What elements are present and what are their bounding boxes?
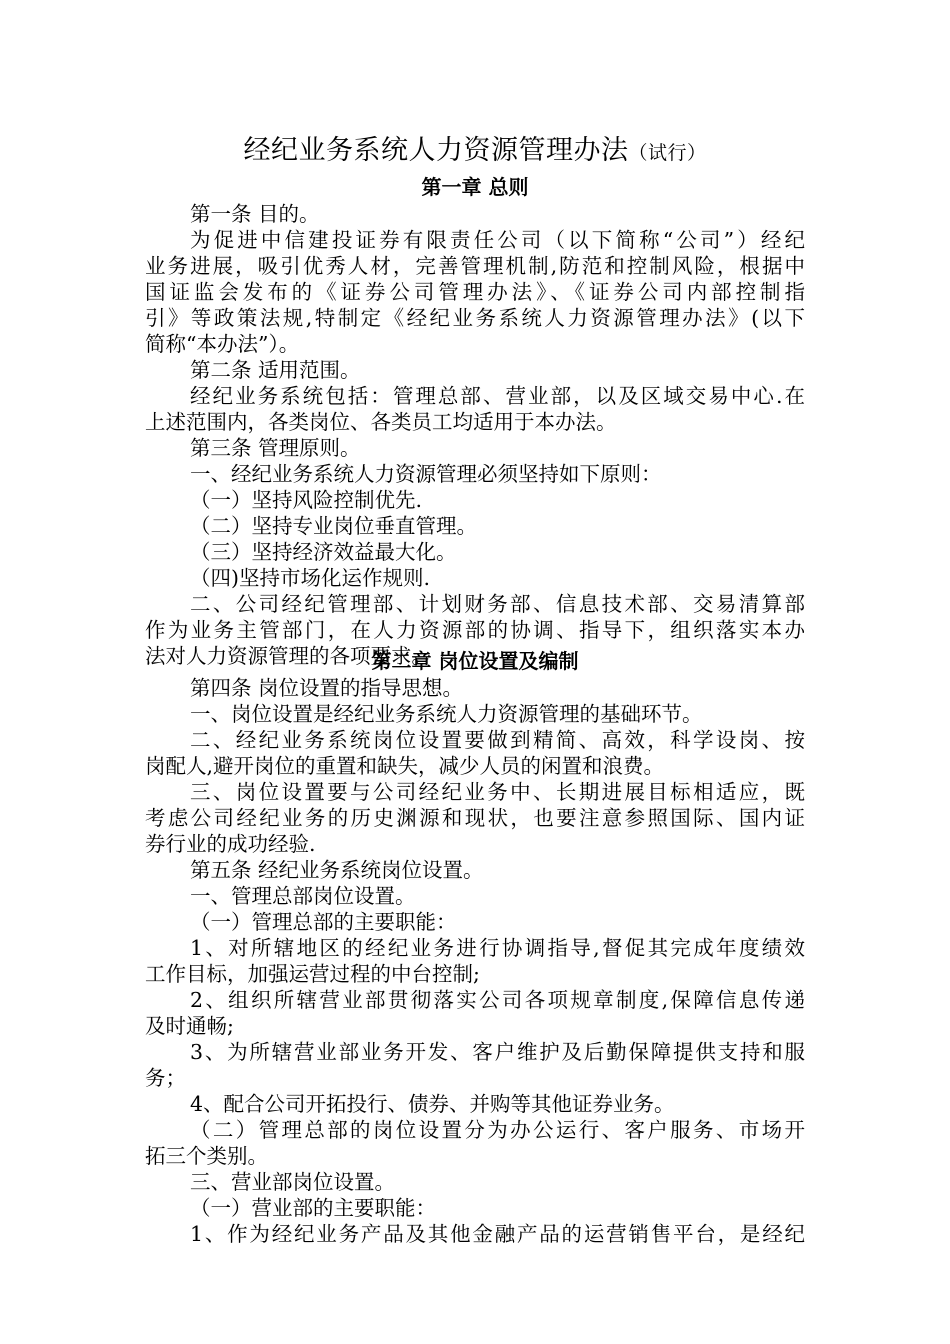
list-item: （一）管理总部的主要职能： — [190, 910, 457, 934]
title-main: 经纪业务系统人力资源管理办法 — [243, 135, 629, 166]
chapter-heading-1: 第一章 总则 — [421, 175, 529, 199]
article-heading: 第一条 目的。 — [190, 202, 320, 226]
paragraph-line: 二、公司经纪管理部、计划财务部、信息技术部、交易清算部 — [190, 592, 805, 616]
paragraph-line: （二）管理总部的岗位设置分为办公运行、客户服务、市场开 — [190, 1118, 805, 1142]
paragraph-line: 国证监会发布的《证券公司管理办法》、《证券公司内部控制指 — [145, 280, 805, 304]
paragraph-line: 务； — [145, 1066, 186, 1090]
paragraph-line: 业务进展，吸引优秀人材，完善管理机制,防范和控制风险，根据中 — [145, 254, 805, 278]
document-title — [140, 132, 810, 172]
list-item: （一）营业部的主要职能： — [190, 1196, 436, 1220]
paragraph-line: 为促进中信建投证券有限责任公司（以下简称“公司”）经纪 — [190, 228, 805, 252]
paragraph-line: 经纪业务系统包括：管理总部、营业部，以及区域交易中心.在 — [190, 384, 805, 408]
paragraph-line: 一、岗位设置是经纪业务系统人力资源管理的基础环节。 — [190, 702, 703, 726]
paragraph-line: 工作目标，加强运营过程的中台控制; — [145, 962, 480, 986]
list-item: （三）坚持经济效益最大化。 — [190, 540, 457, 564]
paragraph-line: 1、作为经纪业务产品及其他金融产品的运营销售平台，是经纪 — [190, 1222, 805, 1246]
paragraph-line: 券行业的成功经验. — [145, 832, 316, 856]
article-heading: 第四条 岗位设置的指导思想。 — [190, 676, 464, 700]
article-heading: 第二条 适用范围。 — [190, 358, 361, 382]
list-item: （四)坚持市场化运作规则. — [190, 566, 431, 590]
list-item: （一）坚持风险控制优先. — [190, 488, 423, 512]
title-subtitle: （试行） — [628, 142, 707, 164]
paragraph-line: 及时通畅; — [145, 1014, 234, 1038]
list-item: （二）坚持专业岗位垂直管理。 — [190, 514, 477, 538]
paragraph-line: 引》等政策法规,特制定《经纪业务系统人力资源管理办法》(以下 — [145, 306, 805, 330]
paragraph-line: 三、岗位设置要与公司经纪业务中、长期进展目标相适应，既 — [190, 780, 805, 804]
paragraph-line: 4、配合公司开拓投行、债券、并购等其他证券业务。 — [190, 1092, 675, 1116]
paragraph-line: 简称“本办法”）。 — [145, 332, 300, 356]
article-heading: 第五条 经纪业务系统岗位设置。 — [190, 858, 484, 882]
paragraph-line: 二、经纪业务系统岗位设置要做到精简、高效，科学设岗、按 — [190, 728, 805, 752]
paragraph-line: 法对人力资源管理的各项要求。 — [145, 644, 432, 668]
paragraph-line: 3、为所辖营业部业务开发、客户维护及后勤保障提供支持和服 — [190, 1040, 805, 1064]
paragraph-line: 岗配人,避开岗位的重置和缺失，减少人员的闲置和浪费。 — [145, 754, 665, 778]
paragraph-line: 1、对所辖地区的经纪业务进行协调指导,督促其完成年度绩效 — [190, 936, 805, 960]
chapter-heading-2: 第二章 岗位设置及编制 — [371, 649, 579, 673]
paragraph-line: 作为业务主管部门，在人力资源部的协调、指导下，组织落实本办 — [145, 618, 805, 642]
paragraph-line: 三、营业部岗位设置。 — [190, 1170, 395, 1194]
paragraph-line: 2、组织所辖营业部贯彻落实公司各项规章制度,保障信息传递 — [190, 988, 805, 1012]
paragraph-line: 上述范围内，各类岗位、各类员工均适用于本办法。 — [145, 410, 617, 434]
article-heading: 第三条 管理原则。 — [190, 436, 361, 460]
paragraph-line: 考虑公司经纪业务的历史渊源和现状，也要注意参照国际、国内证 — [145, 806, 805, 830]
paragraph-line: 一、管理总部岗位设置。 — [190, 884, 416, 908]
paragraph-line: 一、经纪业务系统人力资源管理必须坚持如下原则： — [190, 462, 662, 486]
paragraph-line: 拓三个类别。 — [145, 1144, 268, 1168]
